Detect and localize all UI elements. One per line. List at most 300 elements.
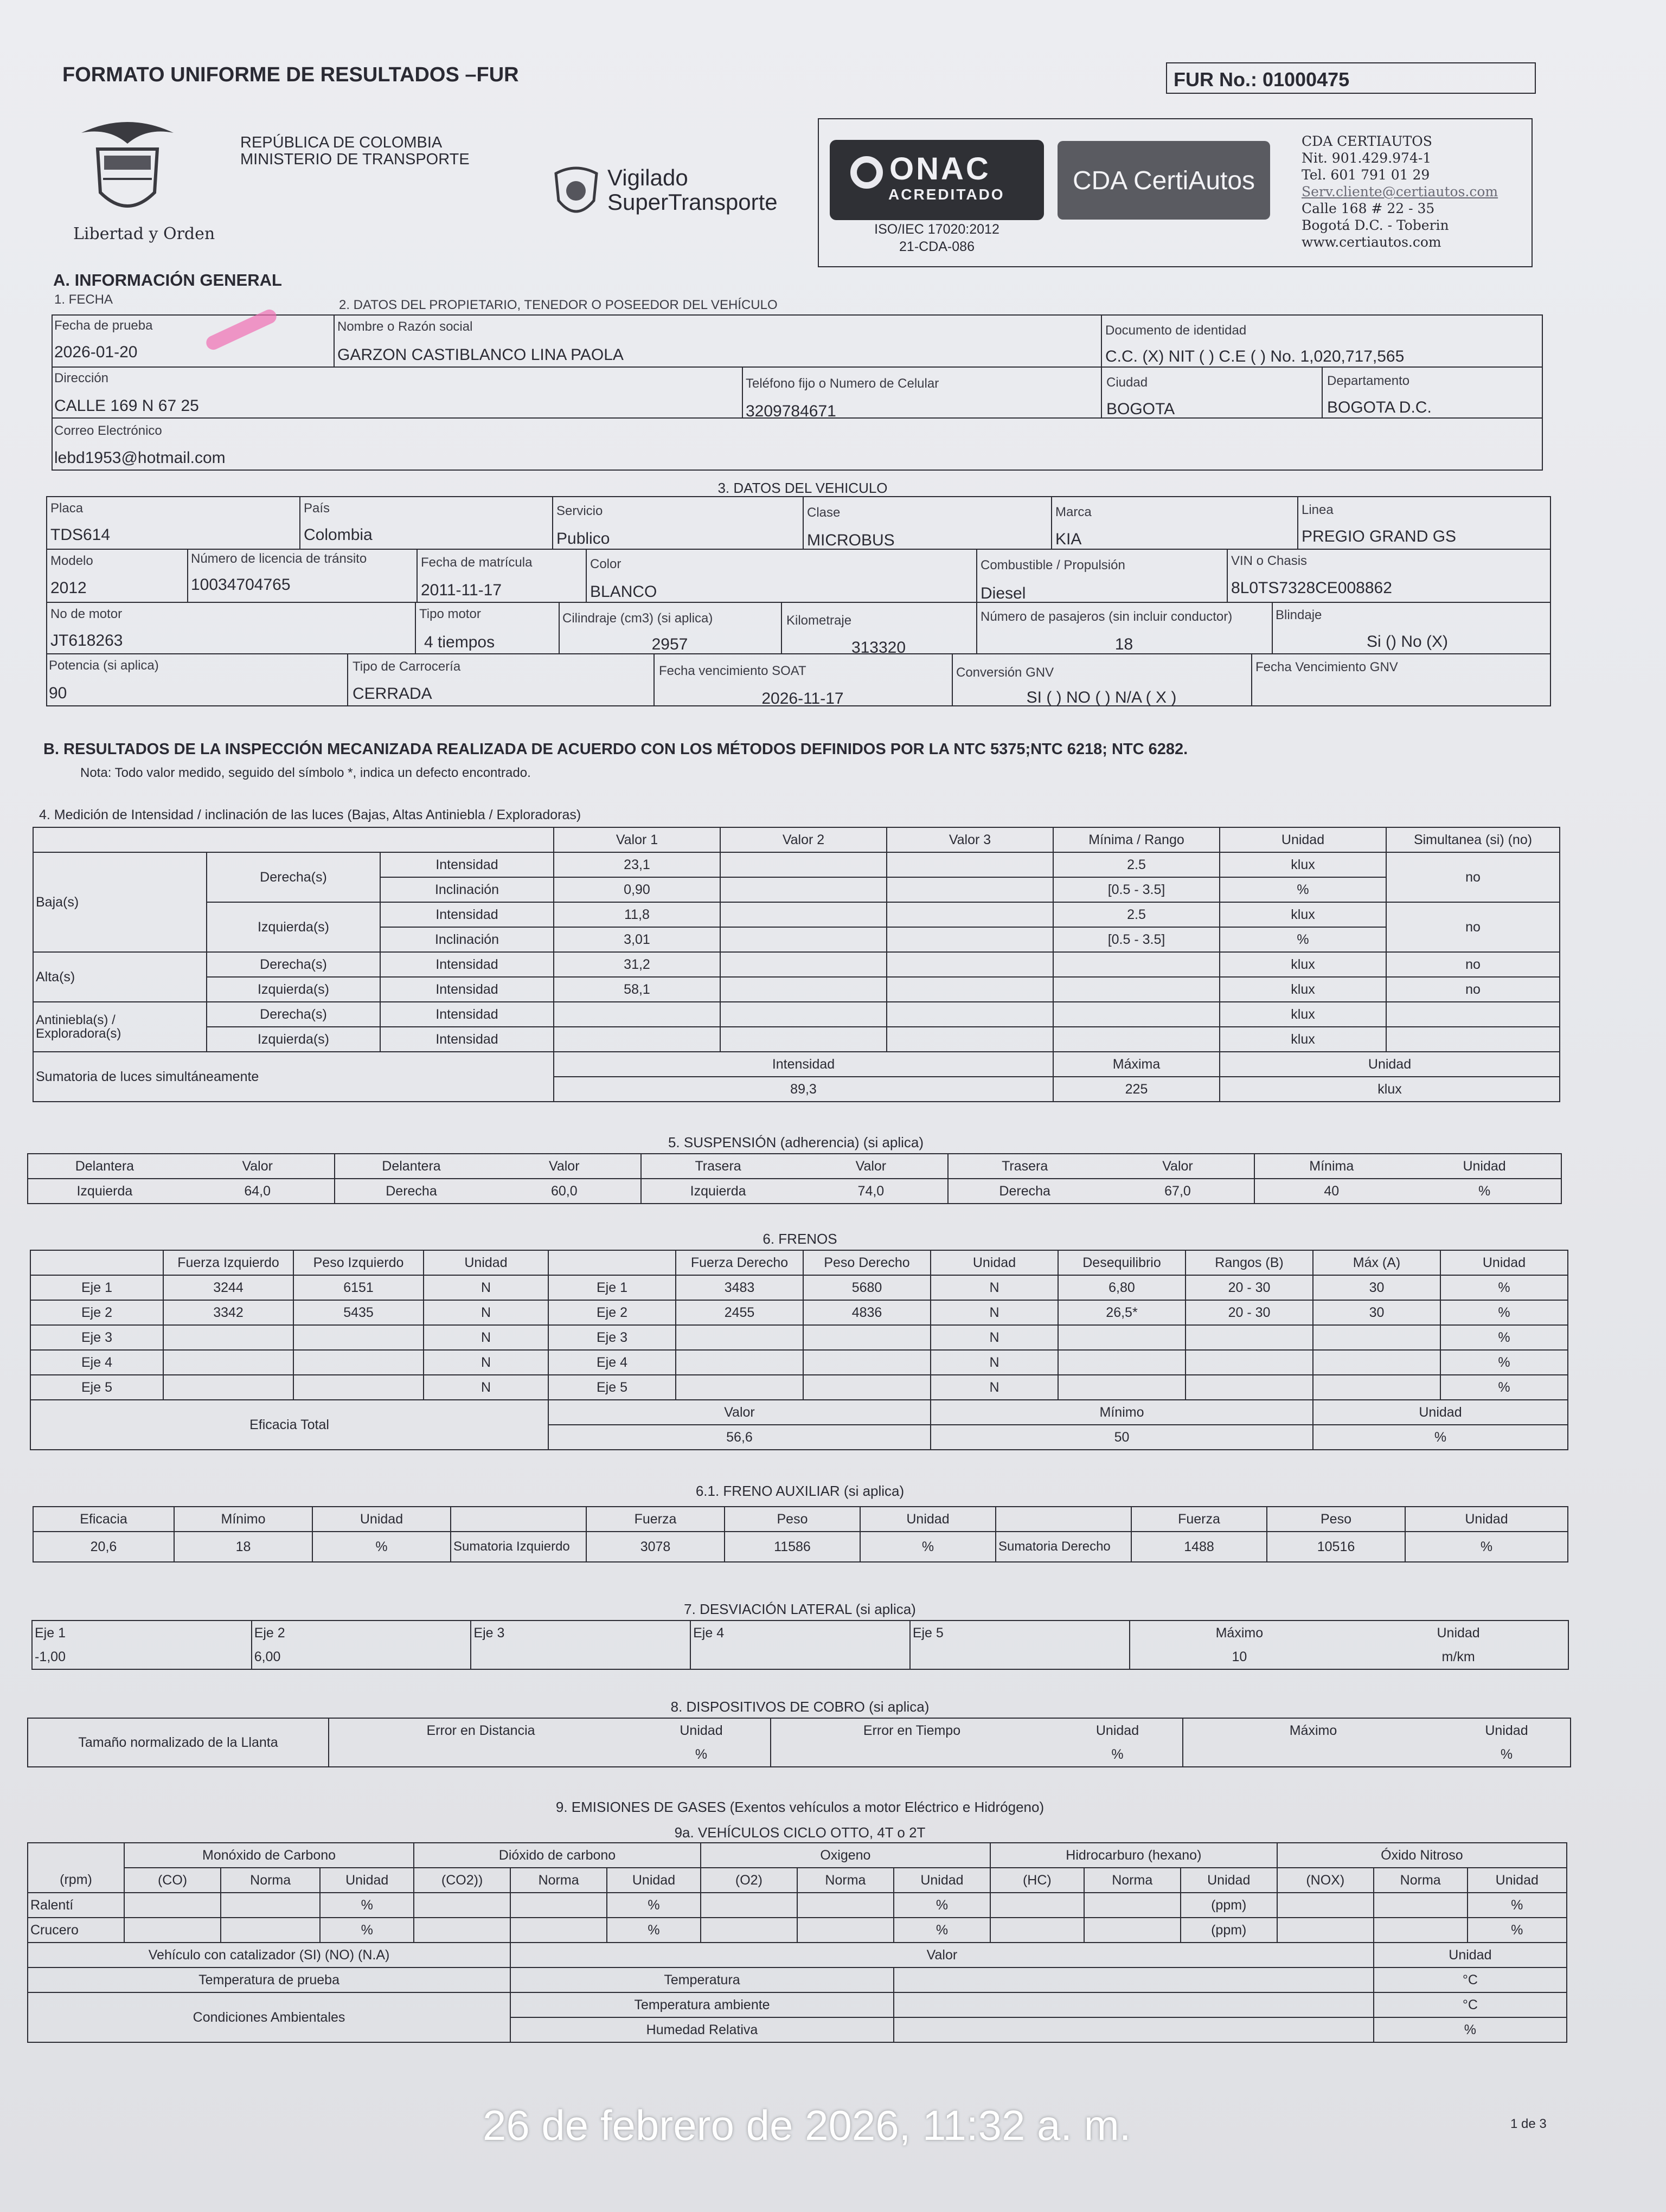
form-title: FORMATO UNIFORME DE RESULTADOS –FUR (62, 63, 519, 86)
brake-cell: Eje 2 (30, 1300, 163, 1325)
brake-header: Unidad (931, 1250, 1058, 1275)
onac-acreditado: ACREDITADO (888, 186, 1005, 203)
color-value: BLANCO (590, 583, 657, 601)
susp-v: 60,0 (488, 1179, 641, 1204)
color-label: Color (590, 557, 621, 571)
row-label: Intensidad (380, 952, 554, 977)
brake-cell: 20 - 30 (1186, 1300, 1313, 1325)
susp-v: 64,0 (181, 1179, 335, 1204)
gas-hc-header: Hidrocarburo (hexano) (990, 1843, 1277, 1868)
clase-value: MICROBUS (807, 531, 895, 549)
cda-email: Serv.cliente@certiautos.com (1302, 184, 1498, 200)
brakes-table (30, 1250, 1568, 1450)
brake-cell: N (931, 1275, 1058, 1300)
carroceria-value: CERRADA (353, 685, 432, 703)
cilindraje-value: 2957 (651, 635, 688, 653)
soat-value: 2026-11-17 (761, 690, 844, 708)
em-pct: % (320, 1893, 414, 1918)
brake-cell: Eje 1 (30, 1275, 163, 1300)
light-simultanea: no (1386, 952, 1560, 977)
iso-label: ISO/IEC 17020:2012 (874, 222, 999, 237)
lights-header-minima: Mínima / Rango (1053, 827, 1220, 852)
clase-label: Clase (807, 505, 841, 520)
em-unidad-label: Unidad (1374, 1943, 1567, 1967)
onac-ring-icon (850, 156, 883, 189)
direccion-label: Dirección (54, 371, 109, 385)
section-a-title: A. INFORMACIÓN GENERAL (53, 271, 282, 290)
blindaje-label: Blindaje (1276, 608, 1322, 622)
kilometraje-label: Kilometraje (786, 613, 852, 628)
brake-row (30, 1275, 1568, 1300)
em-pct: % (607, 1918, 701, 1943)
owner-info-grid (52, 314, 1543, 471)
light-value: 3,01 (554, 927, 720, 952)
placa-value: TDS614 (50, 526, 111, 544)
antiniebla-label: Antiniebla(s) / Exploradora(s) (33, 1002, 207, 1052)
brake-header: Máx (A) (1313, 1250, 1440, 1275)
direccion-value: CALLE 169 N 67 25 (54, 397, 199, 415)
brake-cell (163, 1350, 293, 1375)
brake-cell: N (931, 1325, 1058, 1350)
cobro-section-title: 8. DISPOSITIVOS DE COBRO (si aplica) (670, 1699, 930, 1715)
light-simultanea: no (1386, 977, 1560, 1002)
aux-h: Fuerza (1131, 1507, 1267, 1532)
temp-prueba-label: Temperatura de prueba (28, 1967, 510, 1992)
row-label: Inclinación (380, 877, 554, 902)
brake-cell: N (931, 1300, 1058, 1325)
nombre-label: Nombre o Razón social (337, 319, 473, 334)
ciudad-label: Ciudad (1106, 375, 1148, 390)
sum-unidad-label: Unidad (1220, 1052, 1560, 1077)
baja-label: Baja(s) (33, 852, 207, 952)
brake-cell: Eje 3 (548, 1325, 676, 1350)
onac-text: ONAC (889, 151, 991, 187)
condiciones-label: Condiciones Ambientales (28, 1992, 510, 2042)
cobro-h: Error en Tiempo (771, 1718, 1053, 1742)
susp-v: % (1408, 1179, 1561, 1204)
cilindraje-label: Cilindraje (cm3) (si aplica) (562, 611, 713, 626)
em-col: (NOX) (1277, 1868, 1374, 1893)
cobro-table (27, 1718, 1571, 1767)
fecha-matricula-value: 2011-11-17 (421, 581, 502, 599)
light-value: 23,1 (554, 852, 720, 877)
alta-izquierda-label: Izquierda(s) (207, 977, 380, 1002)
eficacia-minimo-label: Mínimo (931, 1400, 1313, 1425)
row-label: Intensidad (380, 977, 554, 1002)
cda-contact (1302, 133, 1498, 250)
aux-h: Fuerza (586, 1507, 725, 1532)
desv-h: Eje 3 (471, 1621, 690, 1645)
susp-h: Delantera (28, 1154, 181, 1179)
em-col: Unidad (607, 1868, 701, 1893)
brake-cell: 3244 (163, 1275, 293, 1300)
aux-v: 10516 (1267, 1532, 1405, 1562)
em-col: Unidad (1468, 1868, 1567, 1893)
brakes-section-title: 6. FRENOS (762, 1231, 837, 1247)
brake-cell: N (424, 1325, 548, 1350)
sum-intensidad-label: Intensidad (554, 1052, 1053, 1077)
page-number: 1 de 3 (1510, 2117, 1547, 2131)
anti-izquierda-label: Izquierda(s) (207, 1027, 380, 1052)
light-value: 31,2 (554, 952, 720, 977)
light-simultanea: no (1386, 852, 1560, 902)
eficacia-minimo: 50 (931, 1425, 1313, 1450)
gas-co2-header: Dióxido de carbono (414, 1843, 701, 1868)
em-col: (CO) (124, 1868, 221, 1893)
documento-value: C.C. (X) NIT ( ) C.E ( ) No. 1,020,717,565 (1105, 348, 1405, 365)
lights-table (33, 827, 1560, 1102)
pasajeros-label: Número de pasajeros (sin incluir conductor) (981, 609, 1233, 624)
soat-label: Fecha vencimiento SOAT (659, 664, 806, 678)
brake-cell: N (931, 1350, 1058, 1375)
vin-value: 8L0TS7328CE008862 (1231, 579, 1392, 597)
linea-value: PREGIO GRAND GS (1302, 528, 1457, 545)
desv-v: 10 (1130, 1645, 1349, 1669)
susp-h: Trasera (641, 1154, 794, 1179)
susp-v: Izquierda (641, 1179, 794, 1204)
aux-v: 11586 (725, 1532, 860, 1562)
carroceria-label: Tipo de Carrocería (353, 659, 461, 674)
fecha-prueba-label: Fecha de prueba (54, 318, 153, 333)
aux-v: % (860, 1532, 996, 1562)
aux-brake-table (33, 1506, 1568, 1562)
light-min: [0.5 - 3.5] (1053, 927, 1220, 952)
brake-cell (1058, 1375, 1186, 1400)
susp-v: 40 (1254, 1179, 1408, 1204)
susp-h: Valor (181, 1154, 335, 1179)
blindaje-value: Si () No (X) (1367, 633, 1448, 651)
sum-unidad-value: klux (1220, 1077, 1560, 1102)
humedad-unit: % (1374, 2017, 1567, 2042)
brake-cell: N (424, 1275, 548, 1300)
brake-cell (293, 1350, 424, 1375)
row-label: Intensidad (380, 902, 554, 927)
light-unit: klux (1220, 1027, 1386, 1052)
brake-row (30, 1375, 1568, 1400)
tipo-motor-value: 4 tiempos (424, 633, 495, 651)
brake-cell: 4836 (803, 1300, 931, 1325)
baja-izquierda-label: Izquierda(s) (207, 902, 380, 952)
licencia-value: 10034704765 (191, 576, 291, 594)
aux-suma-izq-label: Sumatoria Izquierdo (451, 1532, 586, 1562)
em-ppm: (ppm) (1181, 1918, 1277, 1943)
brake-cell: N (424, 1300, 548, 1325)
fur-number: FUR No.: 01000475 (1174, 68, 1350, 91)
gas-o2-header: Oxigeno (701, 1843, 990, 1868)
aux-v: 1488 (1131, 1532, 1267, 1562)
lights-header-simultanea: Simultanea (si) (no) (1386, 827, 1560, 852)
susp-v: Derecha (948, 1179, 1101, 1204)
gnv-vencimiento-label: Fecha Vencimiento GNV (1255, 660, 1398, 674)
supertransporte-label: SuperTransporte (607, 189, 778, 215)
brake-cell (1313, 1325, 1440, 1350)
em-col: Norma (510, 1868, 607, 1893)
brake-header: Rangos (B) (1186, 1250, 1313, 1275)
servicio-label: Servicio (556, 504, 603, 518)
brake-header: Peso Derecho (803, 1250, 931, 1275)
brake-row (30, 1350, 1568, 1375)
aux-v: 18 (174, 1532, 312, 1562)
lights-header-valor1: Valor 1 (554, 827, 720, 852)
correo-label: Correo Electrónico (54, 423, 162, 438)
supertransporte-shield-icon (548, 163, 605, 222)
modelo-label: Modelo (50, 554, 93, 568)
susp-h: Valor (488, 1154, 641, 1179)
placa-label: Placa (50, 501, 84, 516)
aux-h: Peso (725, 1507, 860, 1532)
em-col: (O2) (701, 1868, 797, 1893)
motor-label: No de motor (50, 607, 123, 621)
alta-label: Alta(s) (33, 952, 207, 1002)
accreditation-code: 21-CDA-086 (899, 239, 975, 254)
cobro-h: Error en Distancia (329, 1718, 632, 1742)
em-pct: % (1468, 1893, 1567, 1918)
brake-cell: 5435 (293, 1300, 424, 1325)
brake-header: Desequilibrio (1058, 1250, 1186, 1275)
nombre-value: GARZON CASTIBLANCO LINA PAOLA (337, 346, 624, 364)
section-b-title: B. RESULTADOS DE LA INSPECCIÓN MECANIZADA REALIZADA DE ACUERDO CON LOS MÉTODOS DEFINIDOS POR LA NTC 5375;NTC 6218; NTC 6282. (43, 741, 1188, 758)
susp-v: Derecha (335, 1179, 488, 1204)
brake-header: Unidad (424, 1250, 548, 1275)
susp-v: 74,0 (794, 1179, 948, 1204)
brake-cell: Eje 2 (548, 1300, 676, 1325)
temperatura-label: Temperatura (510, 1967, 894, 1992)
em-col: Norma (1374, 1868, 1468, 1893)
motor-value: JT618263 (50, 632, 123, 650)
kilometraje-value: 313320 (851, 639, 906, 657)
republic-label: REPÚBLICA DE COLOMBIA (240, 134, 443, 151)
light-value: 58,1 (554, 977, 720, 1002)
brake-cell: 5680 (803, 1275, 931, 1300)
em-pct: % (894, 1893, 990, 1918)
certiautos-logo-text: CDA CertiAutos (1072, 166, 1255, 195)
aux-h: Unidad (860, 1507, 996, 1532)
desv-h: Máximo (1130, 1621, 1349, 1645)
em-ppm: (ppm) (1181, 1893, 1277, 1918)
brake-cell (293, 1375, 424, 1400)
potencia-value: 90 (49, 684, 67, 702)
lights-header-valor3: Valor 3 (887, 827, 1053, 852)
light-unit: klux (1220, 952, 1386, 977)
desv-h: Eje 2 (252, 1621, 471, 1645)
brake-cell: N (931, 1375, 1058, 1400)
brake-cell (1186, 1350, 1313, 1375)
eficacia-total-label: Eficacia Total (30, 1400, 548, 1450)
brake-cell (676, 1325, 803, 1350)
emissions-section-title: 9. EMISIONES DE GASES (Exentos vehículos a motor Eléctrico e Hidrógeno) (555, 1799, 1045, 1815)
brake-cell: N (424, 1350, 548, 1375)
aux-suma-der-label: Sumatoria Derecho (996, 1532, 1131, 1562)
em-col: Unidad (320, 1868, 414, 1893)
baja-derecha-label: Derecha(s) (207, 852, 380, 902)
row-label: Intensidad (380, 1027, 554, 1052)
brake-cell (1058, 1350, 1186, 1375)
brake-cell: 6151 (293, 1275, 424, 1300)
vin-label: VIN o Chasis (1231, 554, 1308, 568)
susp-h: Valor (794, 1154, 948, 1179)
aux-h: Unidad (312, 1507, 451, 1532)
aux-h: Peso (1267, 1507, 1405, 1532)
brake-cell (803, 1325, 931, 1350)
light-unit: % (1220, 877, 1386, 902)
brake-cell: Eje 1 (548, 1275, 676, 1300)
brake-cell: 6,80 (1058, 1275, 1186, 1300)
brake-cell: % (1440, 1325, 1568, 1350)
brake-cell: 30 (1313, 1275, 1440, 1300)
lights-header-valor2: Valor 2 (720, 827, 887, 852)
ralenti-label: Ralentí (28, 1893, 124, 1918)
cobro-h: Unidad (632, 1718, 771, 1742)
brake-cell: Eje 4 (30, 1350, 163, 1375)
desv-h: Unidad (1349, 1621, 1568, 1645)
em-col: (HC) (990, 1868, 1084, 1893)
documento-label: Documento de identidad (1105, 323, 1247, 338)
susp-h: Unidad (1408, 1154, 1561, 1179)
combustible-label: Combustible / Propulsión (981, 558, 1125, 573)
brake-cell: 3342 (163, 1300, 293, 1325)
susp-h: Trasera (948, 1154, 1101, 1179)
aux-brake-section-title: 6.1. FRENO AUXILIAR (si aplica) (695, 1483, 905, 1499)
lights-section-title: 4. Medición de Intensidad / inclinación de las luces (Bajas, Altas Antiniebla / Exploradoras) (39, 807, 581, 822)
suspension-section-title: 5. SUSPENSIÓN (adherencia) (si aplica) (668, 1134, 924, 1150)
em-col: (rpm) (28, 1868, 124, 1893)
departamento-value: BOGOTA D.C. (1327, 398, 1432, 416)
desv-v: m/km (1349, 1645, 1568, 1669)
catalizador-label: Vehículo con catalizador (SI) (NO) (N.A) (28, 1943, 510, 1967)
light-unit: % (1220, 927, 1386, 952)
brake-cell (803, 1375, 931, 1400)
pais-value: Colombia (304, 526, 373, 544)
pasajeros-value: 18 (1114, 635, 1133, 653)
susp-h: Valor (1101, 1154, 1255, 1179)
susp-h: Delantera (335, 1154, 488, 1179)
light-unit: klux (1220, 977, 1386, 1002)
em-col: Unidad (1181, 1868, 1277, 1893)
section-b-note: Nota: Todo valor medido, seguido del símbolo *, indica un defecto encontrado. (80, 766, 531, 780)
em-col: Unidad (894, 1868, 990, 1893)
desv-v: 6,00 (252, 1645, 471, 1669)
brake-cell: 2455 (676, 1300, 803, 1325)
brake-cell (1313, 1375, 1440, 1400)
brake-cell (1058, 1325, 1186, 1350)
eficacia-unidad-label: Unidad (1313, 1400, 1568, 1425)
deg-c: °C (1374, 1967, 1567, 1992)
light-unit: klux (1220, 852, 1386, 877)
sum-maxima-label: Máxima (1053, 1052, 1220, 1077)
ciudad-value: BOGOTA (1106, 400, 1175, 418)
suspension-table (27, 1153, 1562, 1204)
deg-c: °C (1374, 1992, 1567, 2017)
light-simultanea: no (1386, 902, 1560, 952)
brake-cell: % (1440, 1375, 1568, 1400)
desv-h: Eje 1 (32, 1621, 252, 1645)
eficacia-unidad: % (1313, 1425, 1568, 1450)
brake-header: Unidad (1440, 1250, 1568, 1275)
fur-number-box (1166, 62, 1536, 94)
aux-h: Mínimo (174, 1507, 312, 1532)
vigilado-label: Vigilado (607, 165, 688, 190)
lights-header-unidad: Unidad (1220, 827, 1386, 852)
aux-h: Eficacia (33, 1507, 174, 1532)
gas-co-header: Monóxido de Carbono (124, 1843, 414, 1868)
combustible-value: Diesel (981, 584, 1026, 602)
brake-cell: Eje 3 (30, 1325, 163, 1350)
photo-timestamp: 26 de febrero de 2026, 11:32 a. m. (483, 2101, 1131, 2149)
ministry-label: MINISTERIO DE TRANSPORTE (240, 151, 470, 168)
certiautos-logo (1058, 141, 1270, 220)
brake-header: Fuerza Izquierdo (163, 1250, 293, 1275)
marca-value: KIA (1055, 530, 1082, 548)
brake-cell (1313, 1350, 1440, 1375)
brake-cell: 26,5* (1058, 1300, 1186, 1325)
cda-address: Calle 168 # 22 - 35 (1302, 201, 1435, 216)
owner-section-label: 2. DATOS DEL PROPIETARIO, TENEDOR O POSEEDOR DEL VEHÍCULO (339, 298, 778, 312)
desv-h: Eje 4 (690, 1621, 910, 1645)
anti-derecha-label: Derecha(s) (207, 1002, 380, 1027)
potencia-label: Potencia (si aplica) (49, 658, 159, 673)
brake-cell: Eje 5 (548, 1375, 676, 1400)
brake-cell: Eje 5 (30, 1375, 163, 1400)
onac-logo (830, 140, 1044, 220)
gnv-label: Conversión GNV (956, 665, 1054, 680)
cobro-h: Tamaño normalizado de la Llanta (28, 1718, 329, 1767)
light-min: 2.5 (1053, 852, 1220, 877)
brake-row (30, 1325, 1568, 1350)
brake-cell: 3483 (676, 1275, 803, 1300)
cobro-u: % (1443, 1742, 1571, 1767)
servicio-value: Publico (556, 530, 610, 548)
brake-cell: % (1440, 1300, 1568, 1325)
deviation-table (31, 1620, 1569, 1670)
em-col: Norma (1084, 1868, 1181, 1893)
light-min: 2.5 (1053, 902, 1220, 927)
eficacia-valor: 56,6 (548, 1425, 931, 1450)
cda-name: CDA CERTIAUTOS (1302, 133, 1432, 149)
eficacia-valor-label: Valor (548, 1400, 931, 1425)
brake-cell: 20 - 30 (1186, 1275, 1313, 1300)
colombia-coat-of-arms-icon (65, 111, 190, 228)
aux-h: Unidad (1405, 1507, 1568, 1532)
alta-derecha-label: Derecha(s) (207, 952, 380, 977)
modelo-value: 2012 (50, 579, 87, 597)
aux-v: 3078 (586, 1532, 725, 1562)
brake-cell (163, 1325, 293, 1350)
brake-header: Fuerza Derecho (676, 1250, 803, 1275)
brake-cell: 30 (1313, 1300, 1440, 1325)
brake-cell (163, 1375, 293, 1400)
pais-label: País (304, 501, 330, 516)
desv-h: Eje 5 (910, 1621, 1130, 1645)
motto: Libertad y Orden (73, 224, 215, 243)
temp-ambiente-label: Temperatura ambiente (510, 1992, 894, 2017)
fecha-section-label: 1. FECHA (54, 292, 113, 307)
departamento-label: Departamento (1327, 374, 1410, 388)
cda-city: Bogotá D.C. - Toberin (1302, 217, 1449, 233)
light-min: [0.5 - 3.5] (1053, 877, 1220, 902)
light-unit: klux (1220, 902, 1386, 927)
sumatoria-label: Sumatoria de luces simultáneamente (33, 1052, 554, 1102)
fecha-matricula-label: Fecha de matrícula (421, 555, 533, 570)
vehicle-section-title: 3. DATOS DEL VEHICULO (717, 480, 888, 496)
desv-v: -1,00 (32, 1645, 252, 1669)
gnv-value: SI ( ) NO ( ) N/A ( X ) (1026, 689, 1177, 706)
cobro-h: Unidad (1443, 1718, 1571, 1742)
linea-label: Linea (1302, 503, 1334, 517)
em-col: (CO2)) (414, 1868, 510, 1893)
sum-maxima-value: 225 (1053, 1077, 1220, 1102)
em-col: Norma (797, 1868, 894, 1893)
marca-label: Marca (1055, 505, 1092, 519)
